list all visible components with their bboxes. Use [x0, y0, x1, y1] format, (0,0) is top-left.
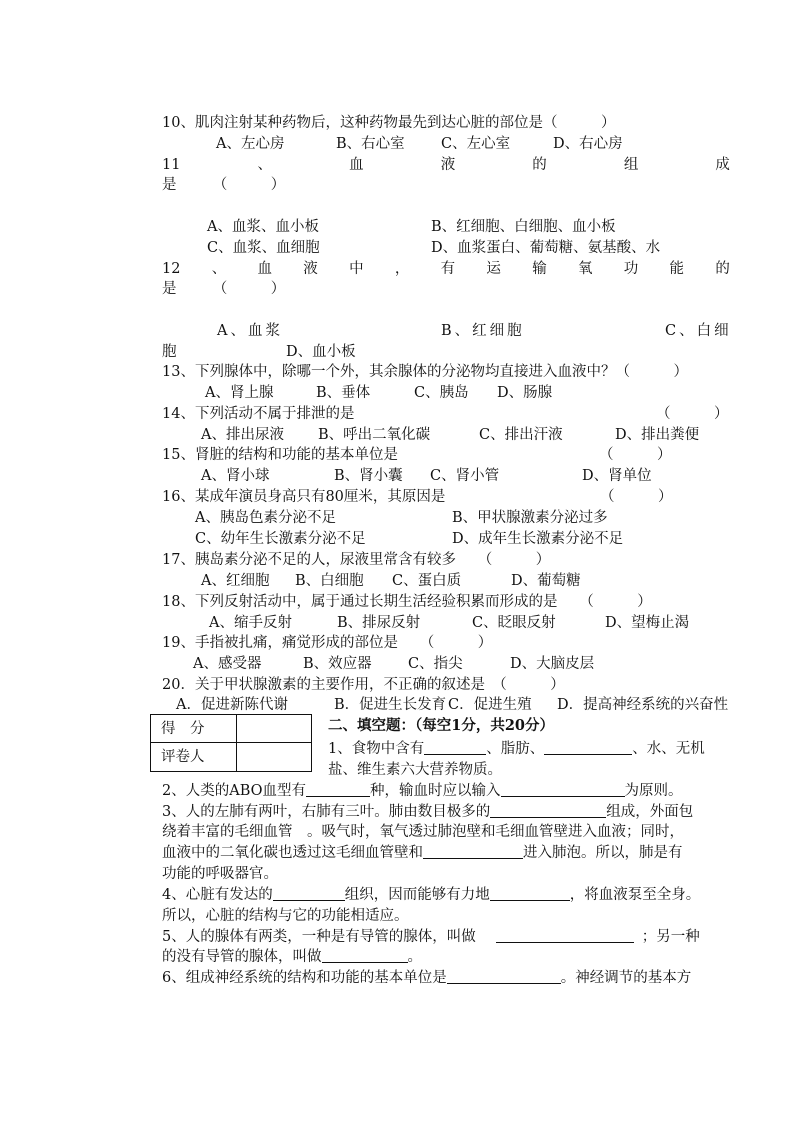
- f3-text: 进入肺泡。所以，肺是有: [523, 845, 683, 861]
- q12-option-c-cont: 胞: [162, 344, 177, 360]
- f3-line2: 绕着丰富的毛细血管 。吸气时，氧气透过肺泡壁和毛细血管壁进入血液；同时，: [162, 824, 684, 840]
- f4-blank-2[interactable]: [490, 886, 570, 901]
- q10-option-d: D、右心房: [553, 136, 623, 152]
- q12-stem-part: ，: [394, 261, 410, 277]
- f1-line2: 盐、维生素六大营养物质。: [328, 762, 502, 778]
- q18-option-c: C、眨眼反射: [472, 615, 556, 631]
- f2-text: 2、人类的ABO血型有: [162, 783, 307, 799]
- q15-option-c: C、肾小管: [430, 468, 500, 484]
- f6-text: 6、组成神经系统的结构和功能的基本单位是: [162, 970, 447, 986]
- q12-stem-part: 运: [486, 261, 501, 277]
- q12-stem-part: 氧: [577, 261, 593, 277]
- q12-stem-part: 输: [532, 261, 547, 277]
- f3-blank-2[interactable]: [423, 844, 523, 859]
- q11-stem-part: 11: [162, 157, 181, 173]
- q18-option-b: B、排尿反射: [337, 615, 421, 631]
- q12-option-b: B、红细胞: [441, 323, 525, 339]
- q19-option-a: A、感受器: [193, 656, 262, 672]
- f1-text: 1、食物中含有: [328, 741, 425, 757]
- f5-text: 。: [407, 949, 422, 965]
- q12-stem-part: 能: [669, 261, 685, 277]
- q19-option-d: D、大脑皮层: [510, 656, 595, 672]
- q17-option-a: A、红细胞: [201, 573, 270, 589]
- f5-text: ；另一种: [641, 929, 700, 945]
- f4-line1: [162, 886, 700, 904]
- q15-stem: 15、肾脏的结构和功能的基本单位是: [162, 447, 398, 463]
- q16-option-a: A、胰岛色素分泌不足: [195, 510, 336, 526]
- f3-line4: 功能的呼吸器官。: [162, 866, 278, 882]
- q11-stem-part: 、: [257, 157, 273, 173]
- q14-option-c: C、排出汗液: [479, 427, 563, 443]
- q14-option-b: B、呼出二氧化碳: [318, 427, 431, 443]
- f2-text: 种，输血时应以输入: [370, 783, 501, 799]
- q12-stem-part: 中: [349, 261, 364, 277]
- f5-line2: [162, 948, 422, 966]
- f1-blank-1[interactable]: [424, 740, 486, 755]
- q10-option-b: B、右心室: [336, 136, 405, 152]
- q16-stem: 16、某成年演员身高只有80厘米，其原因是: [162, 489, 446, 505]
- q11-option-b: B、红细胞、白细胞、血小板: [431, 219, 616, 235]
- f1-blank-2[interactable]: [544, 740, 632, 755]
- q13-option-d: D、肠腺: [497, 385, 553, 401]
- q13-stem: 13、下列腺体中，除哪一个外，其余腺体的分泌物均直接进入血液中？（ ）: [162, 364, 688, 380]
- f5-text: 的没有导管的腺体，叫做: [162, 949, 322, 965]
- f3-text: 血液中的二氧化碳也透过这毛细血管壁和: [162, 845, 423, 861]
- q12-stem-part: 12: [162, 261, 181, 277]
- f2-line1: [162, 782, 683, 800]
- q20-option-b: B．促进生长发育: [334, 697, 447, 713]
- f3-line3: [162, 844, 683, 862]
- q11-option-a: A、血浆、血小板: [207, 219, 319, 235]
- f2-blank-1[interactable]: [306, 782, 370, 797]
- q14-option-a: A、排出尿液: [201, 427, 284, 443]
- grader-label-cell: [151, 743, 237, 771]
- q12-stem-part: 有: [440, 261, 456, 277]
- q16-option-b: B、甲状腺激素分泌过多: [452, 510, 608, 526]
- f3-text: 3、人的左肺有两叶，右肺有三叶。肺由数目极多的: [162, 804, 491, 820]
- q14-option-d: D、排出粪便: [615, 427, 700, 443]
- score-label-cell: [151, 715, 237, 743]
- q20-option-c: C．促进生殖: [448, 697, 532, 713]
- f5-blank-1[interactable]: [496, 928, 634, 943]
- q16-paren: （ ）: [600, 489, 673, 505]
- q20-stem: 20．关于甲状腺激素的主要作用，不正确的叙述是 （ ）: [162, 677, 565, 693]
- q10-option-a: A、左心房: [216, 136, 285, 152]
- score-label: 得 分: [161, 721, 205, 737]
- f1-text: 、脂肪、: [486, 741, 545, 757]
- f5-text: 5、人的腺体有两类，一种是有导管的腺体，叫做: [162, 929, 476, 945]
- f5-line1: [162, 928, 700, 946]
- q11-stem-part: 的: [532, 157, 547, 173]
- q12-stem-part: 液: [303, 261, 318, 277]
- f1-text: 、水、无机: [632, 741, 705, 757]
- q19-option-c: C、指尖: [408, 656, 463, 672]
- grader-value-cell: [237, 743, 311, 771]
- q19-stem: 19、手指被扎痛，痛觉形成的部位是 （ ）: [162, 635, 493, 651]
- q18-option-a: A、缩手反射: [209, 615, 292, 631]
- q10-option-c: C、左心室: [441, 136, 511, 152]
- q11-stem-part: 液: [440, 157, 456, 173]
- f6-text: 。神经调节的基本方: [560, 970, 692, 986]
- q12-stem-part: 、: [211, 261, 227, 277]
- q20-option-d: D．提高神经系统的兴奋性: [557, 697, 729, 713]
- q17-option-d: D、葡萄糖: [511, 573, 581, 589]
- q13-option-c: C、胰岛: [414, 385, 469, 401]
- q15-option-d: D、肾单位: [582, 468, 652, 484]
- f6-line1: [162, 969, 691, 987]
- f4-blank-1[interactable]: [273, 886, 345, 901]
- q15-option-b: B、肾小囊: [334, 468, 403, 484]
- q14-stem: 14、下列活动不属于排泄的是: [162, 406, 355, 422]
- q11-stem-part: 成: [715, 157, 730, 173]
- q11-stem: [162, 156, 730, 174]
- f4-text: ，将血液泵至全身。: [569, 887, 701, 903]
- q11-stem-cont: 是 （ ）: [162, 177, 286, 193]
- q13-option-b: B、垂体: [316, 385, 371, 401]
- f4-text: 4、心脏有发达的: [162, 887, 273, 903]
- q13-option-a: A、肾上腺: [205, 385, 274, 401]
- f3-line1: [162, 803, 693, 821]
- q17-option-c: C、蛋白质: [392, 573, 462, 589]
- section-title: 二、填空题：（每空1分，共20分）: [328, 717, 555, 734]
- f3-text: 组成，外面包: [606, 804, 694, 820]
- q12-stem: [162, 260, 730, 278]
- f4-text: 组织，因而能够有力地: [344, 887, 490, 903]
- score-value-cell: [237, 715, 311, 743]
- q16-option-c: C、幼年生长激素分泌不足: [195, 531, 366, 547]
- q12-stem-part: 血: [257, 261, 273, 277]
- f4-line2: 所以，心脏的结构与它的功能相适应。: [162, 908, 409, 924]
- q15-option-a: A、肾小球: [201, 468, 270, 484]
- q19-option-b: B、效应器: [303, 656, 372, 672]
- q12-option-c: C、白细: [665, 323, 732, 339]
- q12-option-d: D、血小板: [286, 344, 356, 360]
- f2-blank-2[interactable]: [501, 782, 625, 797]
- f5-blank-2[interactable]: [322, 948, 408, 963]
- q12-option-a: A、血浆: [217, 323, 283, 339]
- grader-label: 评卷人: [161, 749, 205, 765]
- q11-stem-part: 组: [623, 157, 639, 173]
- q17-stem: 17、胰岛素分泌不足的人，尿液里常含有较多 （ ）: [162, 552, 551, 568]
- q11-option-d: D、血浆蛋白、葡萄糖、氨基酸、水: [431, 240, 661, 256]
- score-table: [150, 714, 312, 772]
- q10-stem: 10、肌肉注射某种药物后，这种药物最先到达心脏的部位是（ ）: [162, 115, 616, 131]
- q17-option-b: B、白细胞: [295, 573, 364, 589]
- f2-text: 为原则。: [624, 783, 683, 799]
- f3-blank-1[interactable]: [490, 803, 606, 818]
- q18-option-d: D、望梅止渴: [605, 615, 690, 631]
- f6-blank-1[interactable]: [447, 969, 561, 984]
- q20-option-a: A．促进新陈代谢: [176, 697, 288, 713]
- q12-stem-cont: 是 （ ）: [162, 281, 286, 297]
- q14-paren: （ ）: [656, 406, 729, 422]
- q11-stem-part: 血: [349, 157, 364, 173]
- q15-paren: （ ）: [599, 447, 672, 463]
- q12-stem-part: 功: [623, 261, 639, 277]
- f1-line1: [328, 740, 705, 758]
- q12-stem-part: 的: [715, 261, 730, 277]
- q11-option-c: C、血浆、血细胞: [207, 240, 320, 256]
- q18-stem: 18、下列反射活动中，属于通过长期生活经验积累而形成的是 （ ）: [162, 594, 652, 610]
- q16-option-d: D、成年生长激素分泌不足: [452, 531, 624, 547]
